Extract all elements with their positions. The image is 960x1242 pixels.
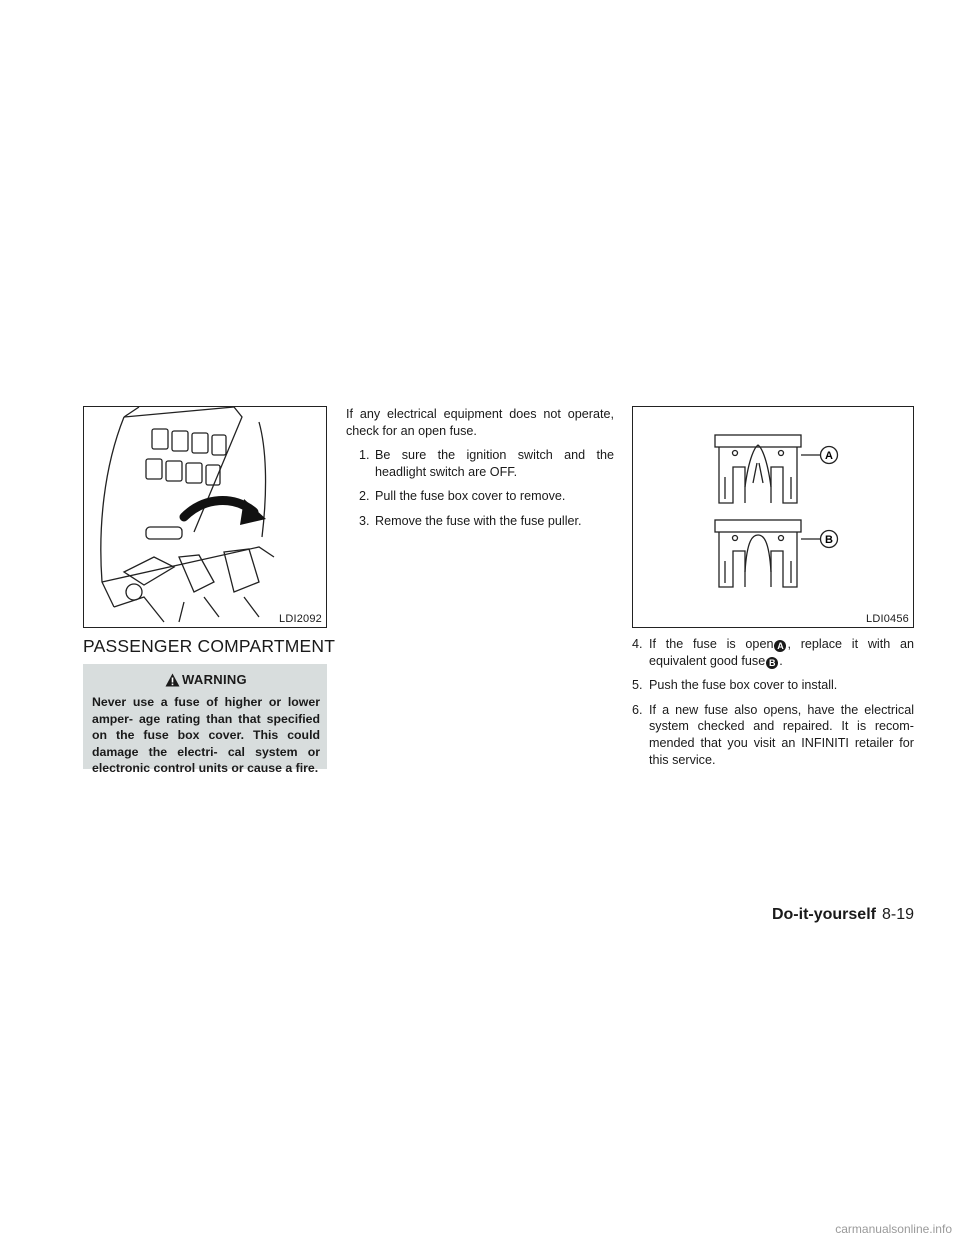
list-item: 5. Push the fuse box cover to install.: [632, 678, 838, 693]
figure-code: LDI0456: [866, 613, 909, 625]
list-item: 6. If a new fuse also opens, have the electrical system checked and repaired. It is recom- mended that you visit an INFINITI retailer for this service.: [632, 702, 914, 767]
warning-box: [83, 664, 327, 775]
page-footer: [772, 906, 914, 924]
footer-section: Do-it-yourself: [771, 906, 876, 923]
marker-a-icon: A: [774, 640, 786, 652]
label-a: A: [825, 450, 833, 462]
middle-column: [346, 406, 614, 530]
warning-text: Never use a fuse of higher or lower amper- age rating than that specified on the fuse box cover. This could damage the electri- cal system or electronic control units or cause a fire.: [92, 695, 320, 775]
warning-title: [92, 671, 320, 691]
warning-label: WARNING: [182, 672, 247, 687]
list-item: 2. Pull the fuse box cover to remove.: [359, 489, 566, 504]
page-number: 8-19: [881, 906, 914, 923]
step-list: [632, 636, 914, 768]
warning-triangle-icon: [165, 673, 180, 687]
fuse-box-drawing: [84, 407, 328, 629]
step-list: [346, 447, 614, 529]
fuse-box-illustration: [83, 406, 327, 628]
figure-code: LDI2092: [279, 613, 322, 625]
list-item: 3. Remove the fuse with the fuse puller.: [359, 513, 582, 528]
watermark: carmanualsonline.info: [835, 1222, 952, 1236]
list-item: 1. Be sure the ignition switch and the headlight switch are OFF.: [359, 448, 614, 479]
fuse-comparison-illustration: [632, 406, 914, 628]
list-item: 4. If the fuse is open A , replace it with an equivalent good fuse B .: [632, 637, 914, 668]
right-column: [632, 636, 914, 768]
fuse-drawing: [633, 407, 915, 629]
marker-b-icon: B: [766, 657, 778, 669]
section-heading: PASSENGER COMPARTMENT: [83, 636, 336, 656]
label-b: B: [825, 534, 833, 546]
intro-paragraph: If any electrical equipment does not operate, check for an open fuse.: [346, 407, 614, 438]
